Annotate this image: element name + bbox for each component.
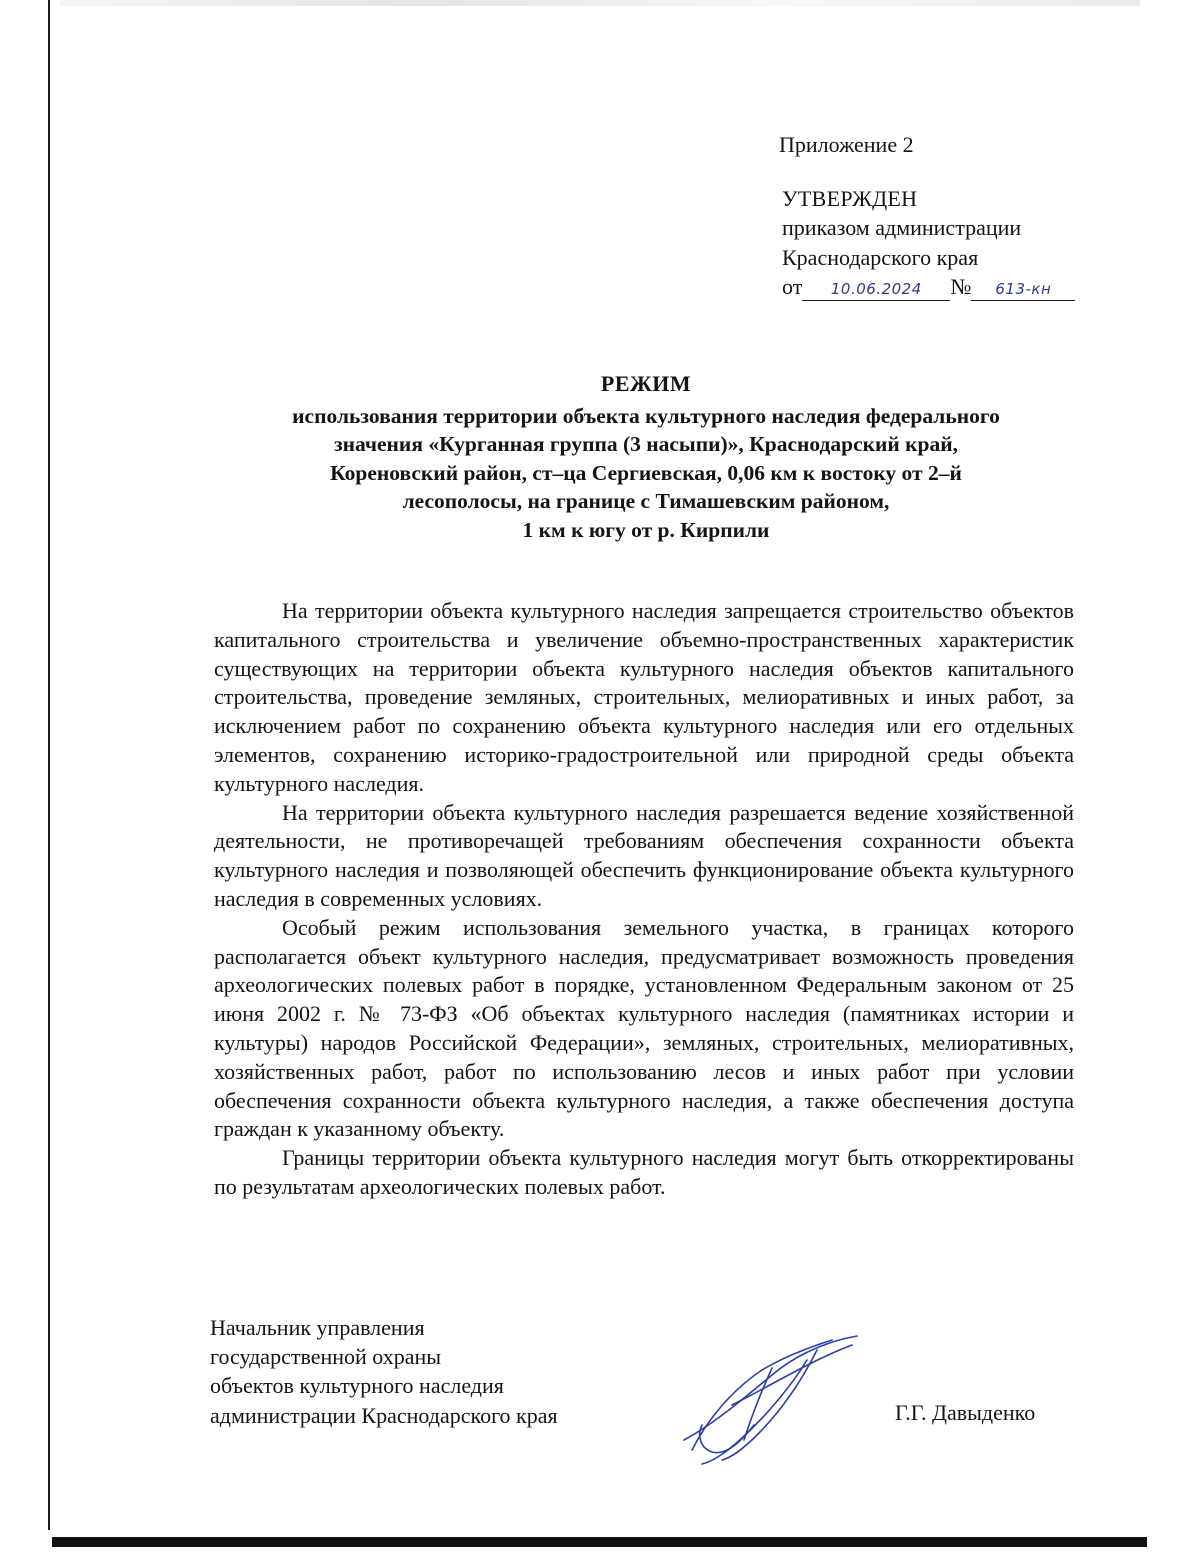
position-line: администрации Краснодарского края [210,1402,558,1428]
document-title-block [196,370,1096,544]
body-paragraph: На территории объекта культурного наследия запрещается строительство объектов капитального строительства и увеличение объемно-пространственных характеристик существующих на территории объекта культурного наследия объектов капитального строительства, проведение земляных, строительных, мелиоративных и иных работ, за исключением работ по сохранению объекта культурного наследия или его отдельных элементов, сохранению историко-градостроительной или природной среды объекта культурного наследия. [214,598,1074,796]
handwritten-date: 10.06.2024 [802,278,950,301]
date-prefix: от [782,274,803,299]
number-prefix: № [950,274,972,299]
handwritten-signature [672,1330,862,1470]
order-line: Краснодарского края [782,244,979,270]
body-paragraph: Особый режим использования земельного участка, в границах которого располагается объект культурного наследия, предусматривает возможность проведения археологических полевых работ в порядке, установленном Федеральным законом от 25 июня 2002 г. № 73-ФЗ «Об объектах культурного наследия (памятниках истории и культуры) народов Российской Федерации», земляных, строительных, мелиоративных, хозяйственных работ, работ по использованию лесов и иных работ при условии обеспечения сохранности объекта культурного наследия, а также обеспечения доступа граждан к указанному объекту. [214,914,1074,1142]
signatory-name: Г.Г. Давыденко [895,1400,1036,1425]
title-line: использования территории объекта культурного наследия федерального [292,403,1000,428]
title-line: значения «Курганная группа (3 насыпи)», Краснодарский край, [333,432,959,456]
body-paragraph: Границы территории объекта культурного наследия могут быть откорректированы по результатам археологических полевых работ. [214,1145,1074,1199]
order-date-number-line [782,272,1142,302]
title-line: лесополосы, на границе с Тимашевским районом, [402,489,890,513]
document-body [214,597,1074,1202]
position-line: государственной охраны [210,1344,442,1370]
order-line: приказом администрации [782,215,1022,240]
body-paragraph: На территории объекта культурного наследия разрешается ведение хозяйственной деятельности, не противоречащей требованиям обеспечения сохранности объекта культурного наследия и позволяющей обеспечить функционирование объекта культурного наследия в современных условиях. [214,799,1074,911]
annex-label: Приложение 2 [779,132,914,157]
scan-edge [60,0,1140,6]
signatory-position [210,1313,650,1430]
position-line: объектов культурного наследия [210,1373,504,1399]
approved-label: УТВЕРЖДЕН [782,185,918,211]
title-line: 1 км к югу от р. Кирпили [522,517,770,542]
approval-stamp-block [779,130,1142,302]
document-heading: РЕЖИМ [600,371,692,396]
handwritten-number: 613-кн [971,278,1075,301]
scan-left-border [48,0,50,1530]
title-line: Кореновский район, ст–ца Сергиевская, 0,06 км к востоку от 2–й [330,460,962,485]
position-line: Начальник управления [210,1315,425,1340]
scan-bottom-border [52,1537,1147,1547]
